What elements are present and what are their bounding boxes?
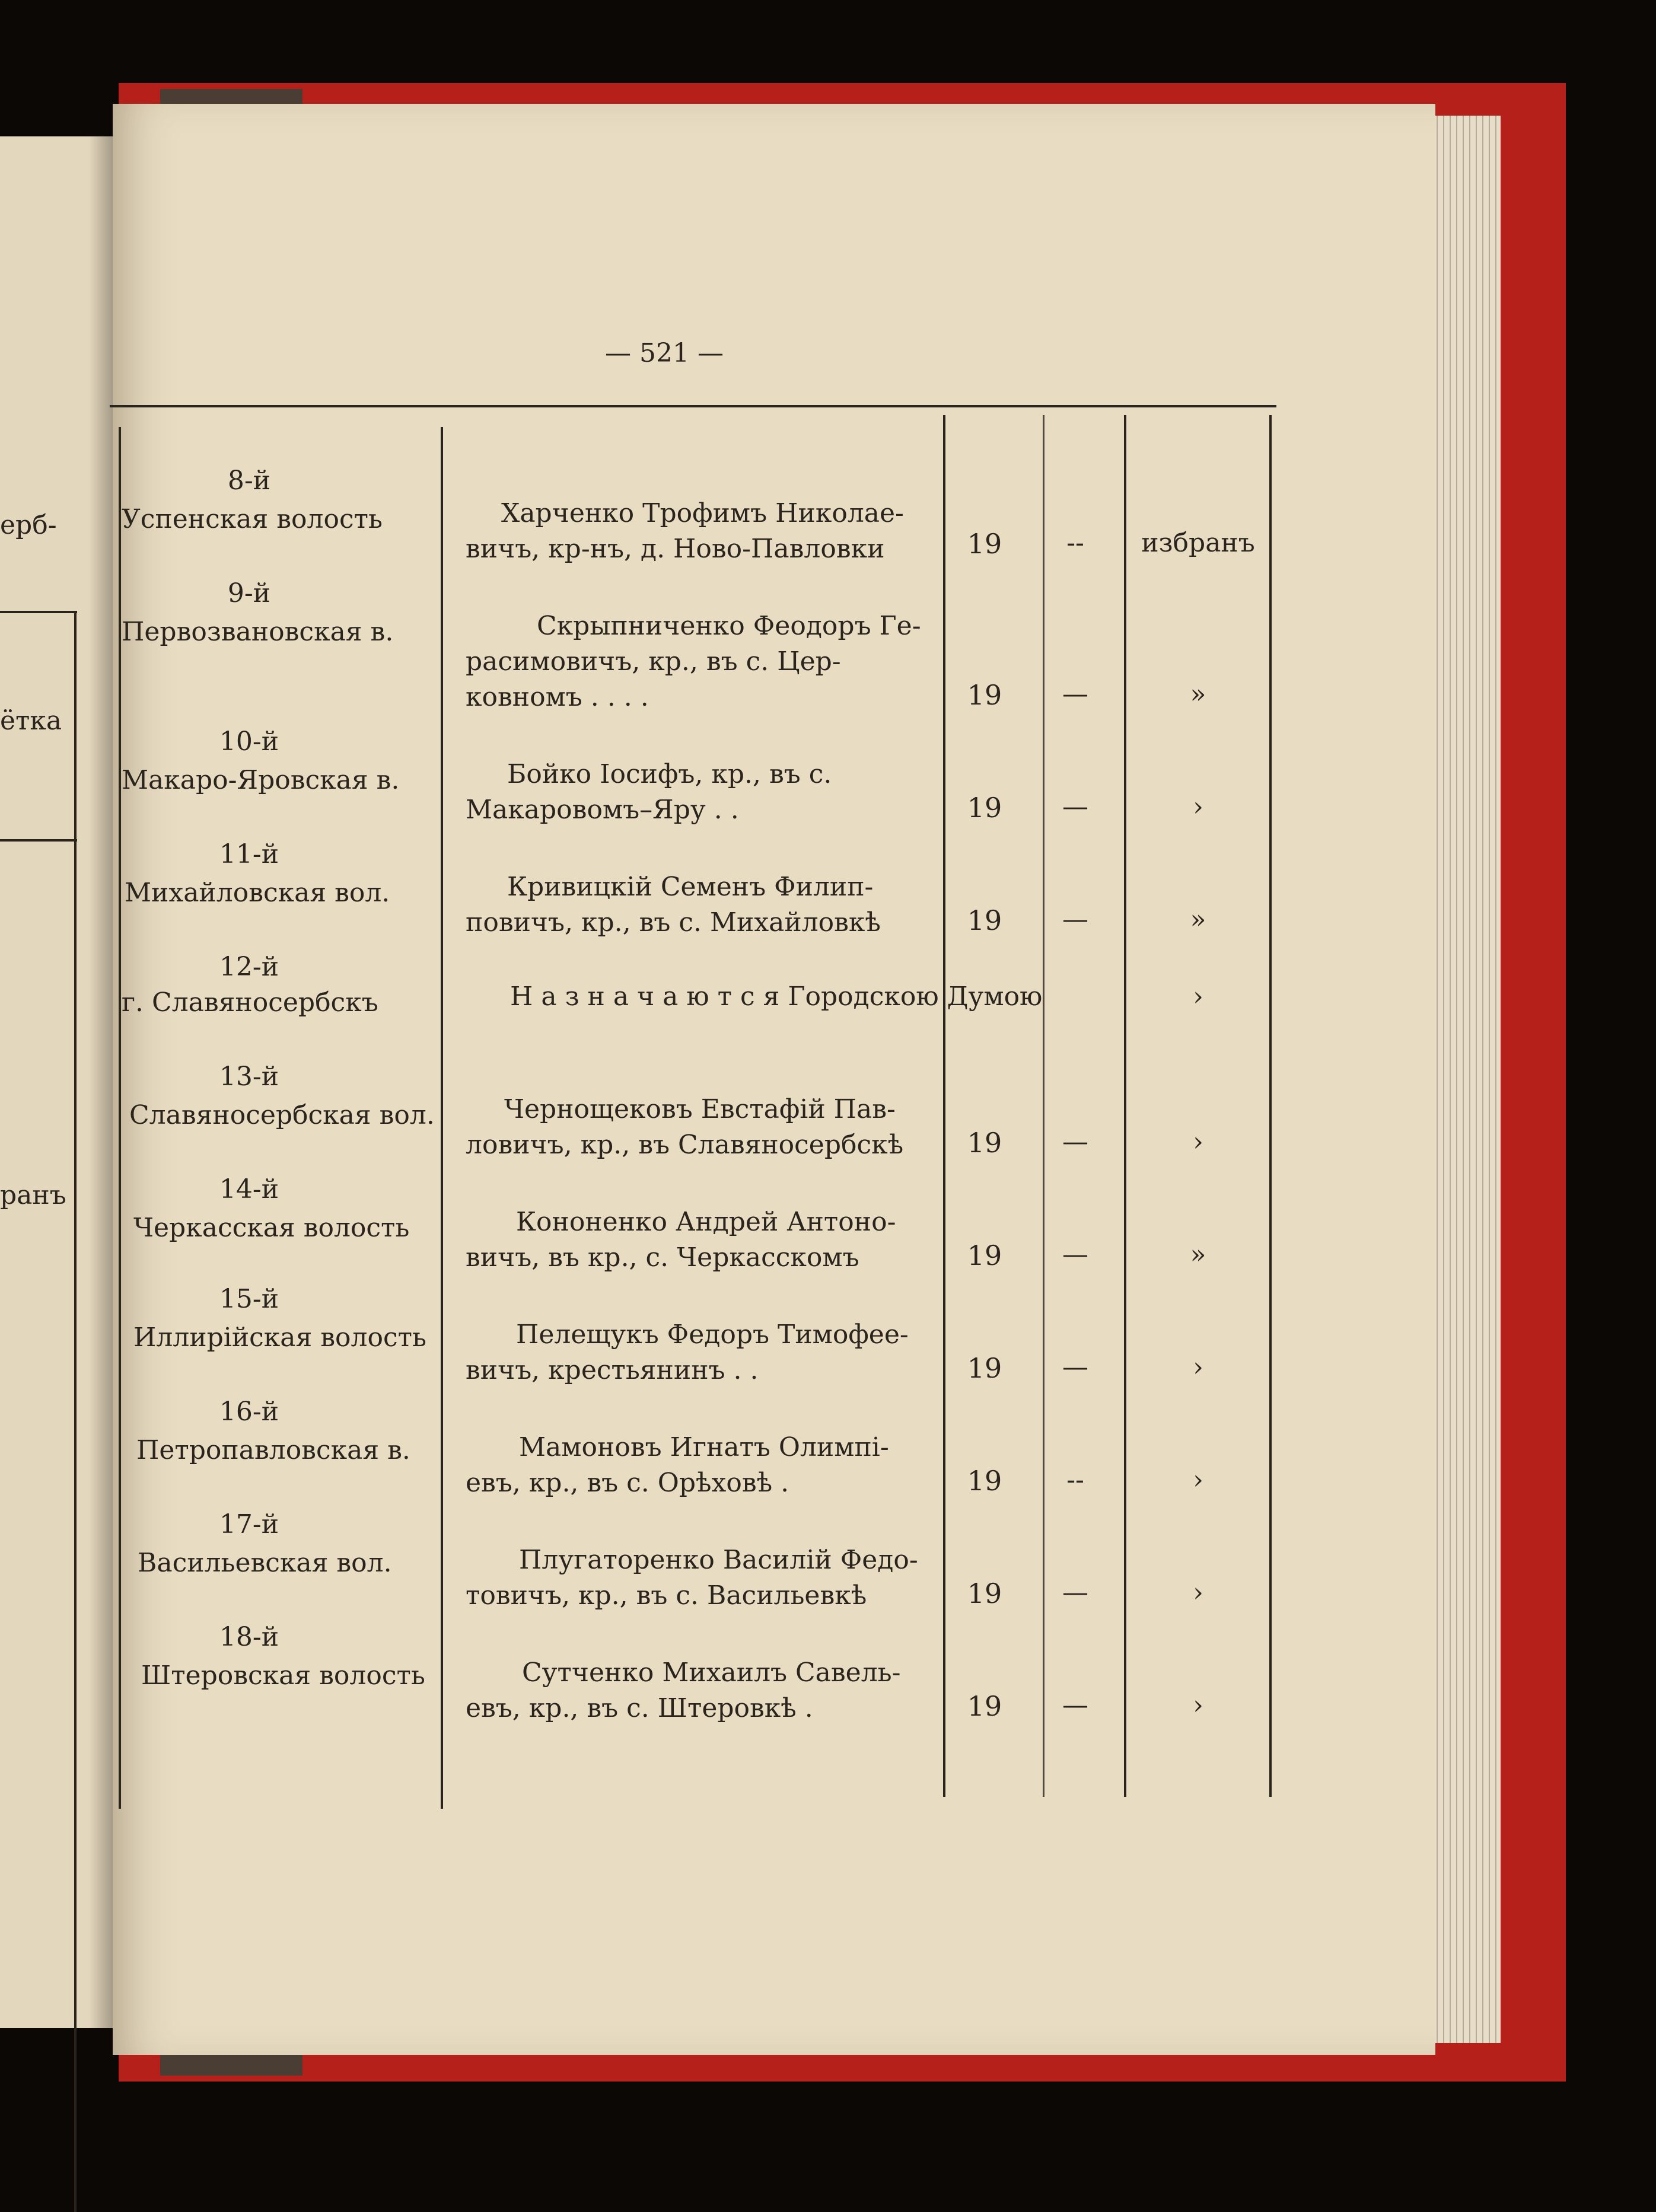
status-value: » bbox=[1190, 679, 1206, 709]
person-line: Сутченко Михаилъ Савель- bbox=[522, 1658, 901, 1688]
age-value: 19 bbox=[967, 679, 1002, 711]
district-number: 16-й bbox=[219, 1397, 279, 1427]
page-number: — 521 — bbox=[605, 338, 724, 368]
district-name: Иллирійская волость bbox=[133, 1322, 426, 1353]
district-number: 14-й bbox=[219, 1174, 279, 1204]
column-rule bbox=[441, 427, 443, 1809]
person-line: Пелещукъ Федоръ Тимофее- bbox=[516, 1319, 909, 1350]
district-name: Славяносербская вол. bbox=[129, 1100, 435, 1130]
district-name: Штеровская волость bbox=[141, 1660, 425, 1691]
district-number: 18-й bbox=[219, 1622, 279, 1652]
district-number: 10-й bbox=[219, 726, 279, 757]
person-line: Бойко Іосифъ, кр., въ с. bbox=[507, 759, 832, 789]
district-name: Успенская волость bbox=[122, 504, 383, 534]
district-number: 15-й bbox=[219, 1284, 279, 1314]
age-value: 19 bbox=[967, 792, 1002, 824]
dash-mark: — bbox=[1062, 904, 1088, 935]
district-name: Макаро-Яровская в. bbox=[122, 765, 400, 795]
person-line: вичъ, въ кр., с. Черкасскомъ bbox=[466, 1242, 859, 1273]
district-name: Михайловская вол. bbox=[125, 878, 390, 908]
person-line: расимовичъ, кр., въ с. Цер- bbox=[466, 646, 841, 677]
age-value: 19 bbox=[967, 1465, 1002, 1497]
person-line: Макаровомъ–Яру . . bbox=[466, 795, 739, 825]
person-line: Кононенко Андрей Антоно- bbox=[516, 1207, 896, 1237]
person-line: Мамоновъ Игнатъ Олимпі- bbox=[519, 1432, 889, 1462]
dash-mark: — bbox=[1062, 1577, 1088, 1608]
left-fragment: ерб- bbox=[0, 510, 57, 540]
person-line: товичъ, кр., въ с. Васильевкѣ bbox=[466, 1580, 867, 1611]
left-rule bbox=[0, 611, 77, 613]
person-line: вичъ, кр-нъ, д. Ново-Павловки bbox=[466, 534, 885, 564]
person-line: вичъ, крестьянинъ . . bbox=[466, 1355, 759, 1385]
person-line: евъ, кр., въ с. Штеровкѣ . bbox=[466, 1693, 813, 1723]
person-line: Н а з н а ч а ю т с я Городскою Думою bbox=[510, 981, 1043, 1012]
age-value: 19 bbox=[967, 1239, 1002, 1271]
district-number: 17-й bbox=[219, 1509, 279, 1540]
person-line: Скрыпниченко Феодоръ Ге- bbox=[537, 611, 921, 641]
column-rule bbox=[119, 427, 121, 1809]
district-name: Васильевская вол. bbox=[138, 1548, 392, 1578]
district-number: 13-й bbox=[219, 1062, 279, 1092]
district-name: Петропавловская в. bbox=[136, 1435, 410, 1465]
status-value: › bbox=[1193, 1352, 1203, 1382]
dash-mark: — bbox=[1062, 792, 1088, 822]
district-name: г. Славяносербскъ bbox=[122, 987, 378, 1018]
age-value: 19 bbox=[967, 904, 1002, 936]
status-value: » bbox=[1190, 1239, 1206, 1270]
dash-mark: — bbox=[1062, 1239, 1088, 1270]
column-rule bbox=[943, 415, 945, 1797]
left-fragment: ётка bbox=[0, 706, 62, 736]
age-value: 19 bbox=[967, 1690, 1002, 1722]
age-value: 19 bbox=[967, 1127, 1002, 1159]
district-number: 8-й bbox=[227, 466, 271, 496]
person-line: евъ, кр., въ с. Орѣховѣ . bbox=[466, 1468, 789, 1498]
age-value: 19 bbox=[967, 1352, 1002, 1384]
status-value: › bbox=[1193, 981, 1203, 1012]
dash-mark: -- bbox=[1066, 1465, 1084, 1495]
status-value: › bbox=[1193, 792, 1203, 822]
status-value: › bbox=[1193, 1127, 1203, 1157]
status-value: » bbox=[1190, 904, 1206, 935]
district-name: Черкасская волость bbox=[133, 1213, 410, 1243]
district-number: 12-й bbox=[219, 952, 279, 982]
dash-mark: — bbox=[1062, 1352, 1088, 1382]
dash-mark: — bbox=[1062, 1127, 1088, 1157]
district-number: 11-й bbox=[219, 839, 279, 869]
status-value: избранъ bbox=[1141, 528, 1255, 558]
person-line: Кривицкій Семенъ Филип- bbox=[507, 872, 874, 902]
person-line: Харченко Трофимъ Николае- bbox=[501, 498, 904, 528]
dash-mark: — bbox=[1062, 679, 1088, 709]
district-name: Первозвановская в. bbox=[122, 617, 394, 647]
table-top-rule bbox=[110, 405, 1276, 407]
person-line: Чернощековъ Евстафій Пав- bbox=[504, 1094, 896, 1124]
district-number: 9-й bbox=[227, 578, 271, 608]
person-line: ловичъ, кр., въ Славяносербскѣ bbox=[466, 1130, 904, 1160]
dash-mark: — bbox=[1062, 1690, 1088, 1720]
status-value: › bbox=[1193, 1690, 1203, 1720]
dash-mark: -- bbox=[1066, 528, 1084, 558]
status-value: › bbox=[1193, 1465, 1203, 1495]
age-value: 19 bbox=[967, 1577, 1002, 1609]
left-fragment: ранъ bbox=[0, 1180, 66, 1210]
status-value: › bbox=[1193, 1577, 1203, 1608]
person-line: ковномъ . . . . bbox=[466, 682, 649, 712]
person-line: Плугаторенко Василій Федо- bbox=[519, 1545, 918, 1575]
age-value: 19 bbox=[967, 528, 1002, 560]
person-line: повичъ, кр., въ с. Михайловкѣ bbox=[466, 907, 881, 938]
